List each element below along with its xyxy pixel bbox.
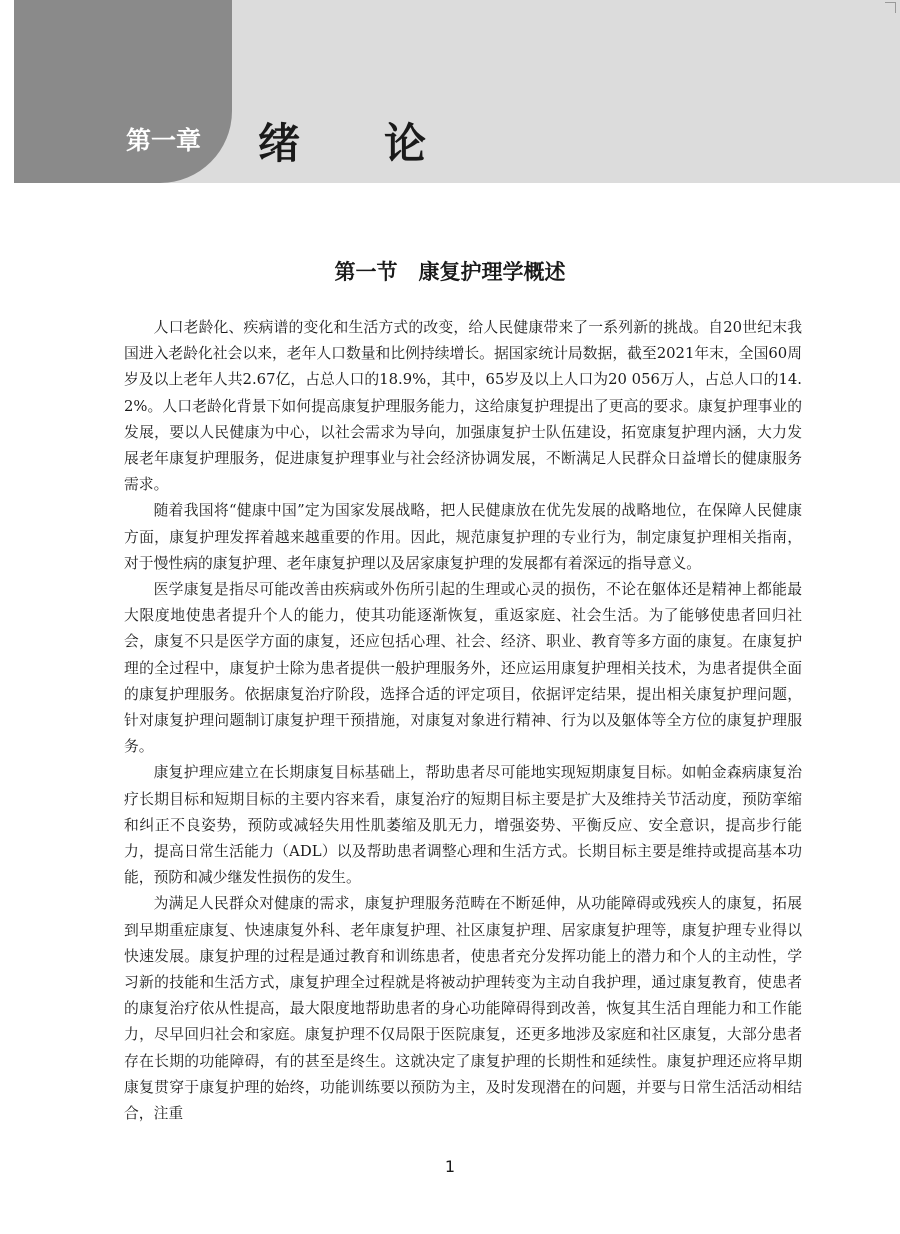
section-title: 第一节 康复护理学概述 [334, 260, 566, 284]
body-text [124, 315, 802, 1127]
paragraph: 为满足人民群众对健康的需求，康复护理服务范畴在不断延伸，从功能障碍或残疾人的康复，拓展到早期重症康复、快速康复外科、老年康复护理、社区康复护理、居家康复护理等，康复护理专业得以快速发展。康复护理的过程是通过教育和训练患者，使患者充分发挥功能上的潜力和个人的主动性，学习新的技能和生活方式，康复护理全过程就是将被动护理转变为主动自我护理，通过康复教育，使患者的康复治疗依从性提高，最大限度地帮助患者的身心功能障碍得到改善，恢复其生活自理能力和工作能力，尽早回归社会和家庭。康复护理不仅局限于医院康复，还更多地涉及家庭和社区康复，大部分患者存在长期的功能障碍，有的甚至是终生。这就决定了康复护理的长期性和延续性。康复护理还应将早期康复贯穿于康复护理的始终，功能训练要以预防为主，及时发现潜在的问题，并要与日常生活活动相结合，注重 [124, 895, 802, 1123]
crop-corner-mark [885, 2, 896, 13]
paragraph: 康复护理应建立在长期康复目标基础上，帮助患者尽可能地实现短期康复目标。如帕金森病康复治疗长期目标和短期目标的主要内容来看，康复治疗的短期目标主要是扩大及维持关节活动度，预防挛缩和纠正不良姿势，预防或减轻失用性肌萎缩及肌无力，增强姿势、平衡反应、安全意识，提高步行能力，提高日常生活能力（ADL）以及帮助患者调整心理和生活方式。长期目标主要是维持或提高基本功能，预防和减少继发性损伤的发生。 [124, 764, 802, 887]
paragraph: 医学康复是指尽可能改善由疾病或外伤所引起的生理或心灵的损伤，不论在躯体还是精神上都能最大限度地使患者提升个人的能力，使其功能逐渐恢复，重返家庭、社会生活。为了能够使患者回归社会，康复不只是医学方面的康复，还应包括心理、社会、经济、职业、教育等多方面的康复。在康复护理的全过程中，康复护士除为患者提供一般护理服务外，还应运用康复护理相关技术，为患者提供全面的康复护理服务。依据康复治疗阶段，选择合适的评定项目，依据评定结果，提出相关康复护理问题，针对康复护理问题制订康复护理干预措施，对康复对象进行精神、行为以及躯体等全方位的康复护理服务。 [124, 581, 802, 756]
chapter-label: 第一章 [126, 126, 202, 155]
page-number: 1 [444, 1157, 456, 1176]
paragraph: 随着我国将“健康中国”定为国家发展战略，把人民健康放在优先发展的战略地位，在保障人民健康方面，康复护理发挥着越来越重要的作用。因此，规范康复护理的专业行为，制定康复护理相关指南，对于慢性病的康复护理、老年康复护理以及居家康复护理的发展都有着深远的指导意义。 [124, 502, 802, 572]
chapter-title: 绪论 [258, 119, 511, 168]
paragraph: 人口老龄化、疾病谱的变化和生活方式的改变，给人民健康带来了一系列新的挑战。自20世纪末我国进入老龄化社会以来，老年人口数量和比例持续增长。据国家统计局数据，截至2021年末，全国60周岁及以上老年人共2.67亿，占总人口的18.9%，其中，65岁及以上人口为20 056万人，占总人口的14.2%。人口老龄化背景下如何提高康复护理服务能力，这给康复护理提出了更高的要求。康复护理事业的发展，要以人民健康为中心，以社会需求为导向，加强康复护士队伍建设，拓宽康复护理内涵，大力发展老年康复护理服务，促进康复护理事业与社会经济协调发展，不断满足人民群众日益增长的健康服务需求。 [124, 319, 802, 494]
